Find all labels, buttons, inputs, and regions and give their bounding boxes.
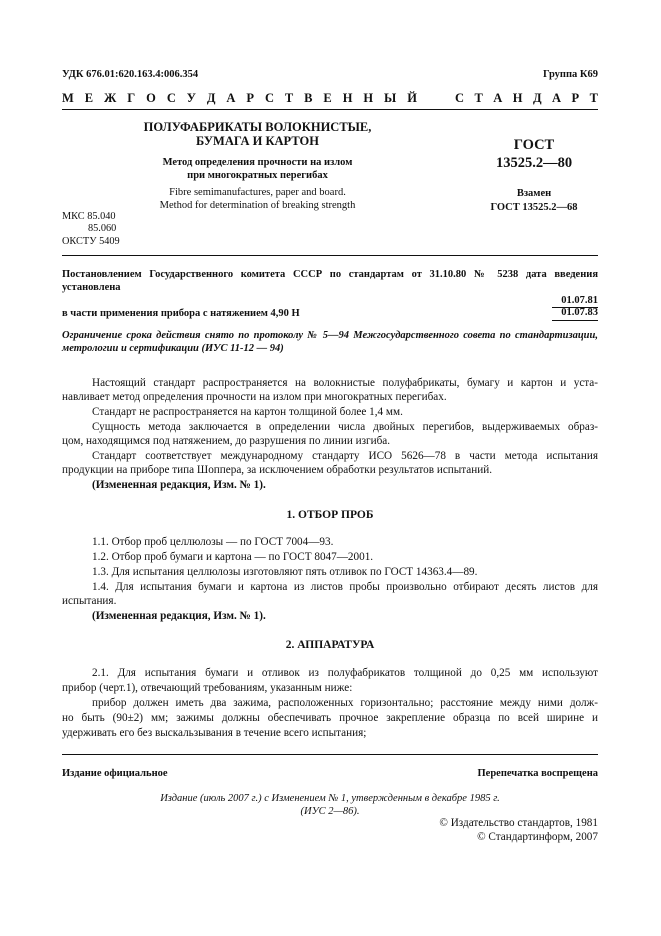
edition-note: Издание (июль 2007 г.) с Изменением № 1, утвержденным в декабре 1985 г. xyxy=(160,793,500,804)
title-line: БУМАГА И КАРТОН xyxy=(196,134,319,148)
banner-letter: Е xyxy=(323,91,332,105)
banner-letter: С xyxy=(166,91,176,105)
intro-line xyxy=(62,449,598,463)
replaces-block xyxy=(470,187,598,215)
banner-letter: Е xyxy=(84,91,94,105)
header-rule xyxy=(62,109,598,110)
gost-block xyxy=(470,136,598,172)
limit-line: метрологии и сертификации (ИУС 11-12 — 94) xyxy=(62,343,284,354)
classification-codes xyxy=(62,211,120,248)
intro-line xyxy=(62,376,598,390)
banner-letter: М xyxy=(62,91,74,105)
edit-note: (Измененная редакция, Изм. № 1). xyxy=(92,479,266,491)
banner-letter: Г xyxy=(127,91,136,105)
banner-letter: Т xyxy=(474,91,483,105)
banner-letter: Н xyxy=(363,91,374,105)
section-heading: 1. ОТБОР ПРОБ xyxy=(286,509,374,521)
intro-line: навливает метод определения прочности на излом при многократных перегибах. xyxy=(62,391,447,403)
method-line: при многократных перегибах xyxy=(187,170,328,181)
decree-line: Постановлением Государственного комитета СССР по стандартам от 31.10.80 № 5238 дата введения xyxy=(62,269,598,280)
title-rule xyxy=(62,255,598,256)
banner-letter: У xyxy=(186,91,196,105)
banner-letter: А xyxy=(226,91,236,105)
list-item: 1.2. Отбор проб бумаги и картона — по ГОСТ 8047—2001. xyxy=(92,551,374,563)
banner-letter: Т xyxy=(284,91,294,105)
decree-date: 01.07.83 xyxy=(561,307,598,318)
text: Настоящий стандарт распространяется на волокнистые полуфабрикаты, бумагу и картон и уста- xyxy=(92,377,598,389)
method-line: Метод определения прочности на излом xyxy=(162,157,353,168)
banner-letter: Ы xyxy=(384,91,397,105)
banner-letter: Н xyxy=(512,91,523,105)
banner-right xyxy=(455,91,598,106)
replaces-gost: ГОСТ 13525.2—68 xyxy=(490,202,578,213)
udk-code: УДК 676.01:620.163.4:006.354 xyxy=(62,69,199,80)
edit-note: (Измененная редакция, Изм. № 1). xyxy=(92,610,266,622)
banner-letter: О xyxy=(146,91,156,105)
date-underline xyxy=(552,320,598,321)
edition-note: (ИУС 2—86). xyxy=(300,806,360,817)
banner-letter: Й xyxy=(407,91,417,105)
method-title xyxy=(135,156,380,182)
banner-letter: С xyxy=(264,91,274,105)
gost-number: 13525.2—80 xyxy=(495,155,573,171)
list-item: 1.1. Отбор проб целлюлозы — по ГОСТ 7004—93. xyxy=(92,536,334,548)
document-title xyxy=(135,120,380,148)
okstu-code: ОКСТУ 5409 xyxy=(62,235,120,247)
body-line: удерживать его без выскальзывания в течение всего испытания; xyxy=(62,727,367,739)
section-heading: 2. АППАРАТУРА xyxy=(285,639,375,651)
group-code: Группа К69 xyxy=(542,69,598,80)
intro-line: продукции на приборе типа Шоппера, за исключением обработки результатов испытаний. xyxy=(62,464,493,476)
intro-line: Стандарт не распространяется на картон толщиной более 1,4 мм. xyxy=(92,406,403,418)
list-item xyxy=(62,580,598,594)
banner-letter: Р xyxy=(571,91,580,105)
english-line: Fibre semimanufactures, paper and board. xyxy=(169,187,346,198)
banner-letter: Н xyxy=(342,91,353,105)
body-line xyxy=(62,696,598,710)
copyright-block xyxy=(439,816,598,844)
banner-letter: В xyxy=(304,91,313,105)
body-line: но быть (90±2) мм; зажимы должны обеспечивать прочное закрепление образца по всей ширине и xyxy=(62,712,598,724)
banner-left xyxy=(62,91,417,106)
english-line: Method for determination of breaking strength xyxy=(159,200,356,211)
banner-letter: Р xyxy=(246,91,255,105)
official-edition: Издание официальное xyxy=(62,768,168,779)
english-title xyxy=(135,186,380,212)
text: Стандарт соответствует международному стандарту ИСО 5626—78 в части метода испытания xyxy=(92,450,598,462)
mks-code: МКС 85.040 xyxy=(62,211,116,222)
banner-letter: Д xyxy=(532,91,542,105)
gost-label: ГОСТ xyxy=(513,137,555,153)
banner-letter: Ж xyxy=(104,91,117,105)
body-line: прибор (черт.1), отвечающий требованиям, указанным ниже: xyxy=(62,682,353,694)
decree-line: установлена xyxy=(62,282,121,293)
copyright-line: © Издательство стандартов, 1981 xyxy=(439,817,598,829)
banner-letter: Т xyxy=(589,91,598,105)
reprint-notice: Перепечатка воспрещена xyxy=(477,768,598,779)
body-line xyxy=(62,666,598,680)
copyright-line: © Стандартинформ, 2007 xyxy=(477,831,598,843)
text: 1.4. Для испытания бумаги и картона из листов пробы произвольно отбирают десять листов для xyxy=(92,581,598,593)
banner-letter: С xyxy=(455,91,465,105)
banner-letter: А xyxy=(552,91,562,105)
decree-date: 01.07.81 xyxy=(561,295,598,306)
title-line: ПОЛУФАБРИКАТЫ ВОЛОКНИСТЫЕ, xyxy=(143,120,372,134)
banner-letter: Д xyxy=(206,91,216,105)
text: прибор должен иметь два зажима, расположенных горизонтально; расстояние между ними долж- xyxy=(92,697,598,709)
list-item: испытания. xyxy=(62,595,117,607)
intro-line: цом, находящимся под натяжением, до разрушения по линии изгиба. xyxy=(62,435,391,447)
limit-line: Ограничение срока действия снято по протоколу № 5—94 Межгосударственного совета по стандартизации, xyxy=(62,330,598,341)
banner-letter: А xyxy=(493,91,503,105)
decree-part: в части применения прибора с натяжением 4,90 Н xyxy=(62,308,300,319)
replaces-label: Взамен xyxy=(516,188,552,199)
list-item: 1.3. Для испытания целлюлозы изготовляют пять отливок по ГОСТ 14363.4—89. xyxy=(92,566,478,578)
intro-line xyxy=(62,420,598,434)
text: Сущность метода заключается в определении числа двойных перегибов, выдерживаемых образ- xyxy=(92,421,598,433)
mks-code: 85.060 xyxy=(88,223,117,235)
footer-rule xyxy=(62,754,598,755)
text: 2.1. Для испытания бумаги и отливок из полуфабрикатов толщиной до 0,25 мм используют xyxy=(92,667,598,679)
